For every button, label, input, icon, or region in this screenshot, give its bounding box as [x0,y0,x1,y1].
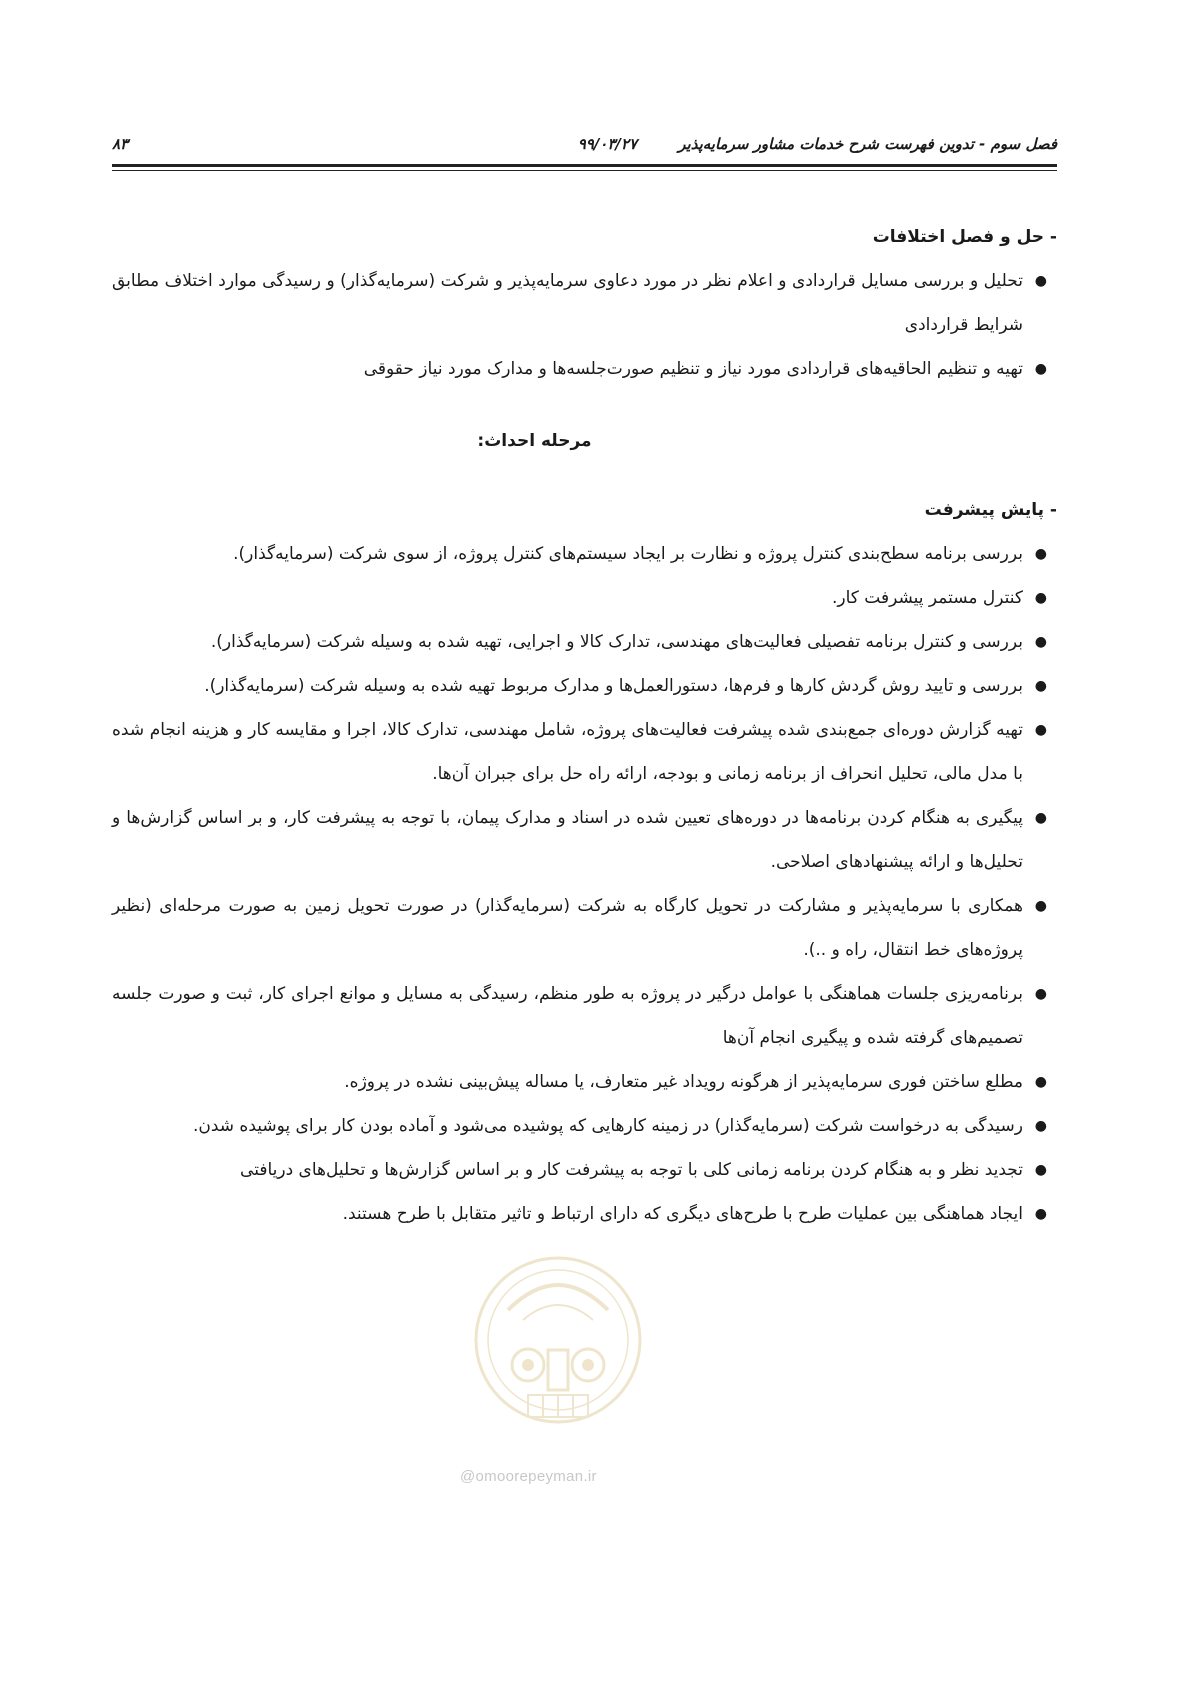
bullet-icon: ● [1034,590,1047,606]
bullet-icon: ● [1034,898,1047,914]
bullet-icon: ● [1034,634,1047,650]
list-item: ● مطلع ساختن فوری سرمایه‌پذیر از هرگونه رویداد غیر متعارف، یا مساله پیش‌بینی نشده در پروژه. [112,1060,1057,1104]
list-item: ● برنامه‌ریزی جلسات هماهنگی با عوامل درگیر در پروژه به طور منظم، رسیدگی به مسایل و موانع اجرای کار، ثبت و صورت جلسه تصمیم‌های گرفته شده و پیگیری انجام آن‌ها [112,972,1057,1060]
bullet-icon: ● [1034,1074,1047,1090]
bullet-icon: ● [1034,273,1047,289]
document-body [112,215,1057,1236]
bullet-icon: ● [1034,1118,1047,1134]
bullet-icon: ● [1034,678,1047,694]
bullet-icon: ● [1034,1162,1047,1178]
list-item: ● ایجاد هماهنگی بین عملیات طرح با طرح‌های دیگری که دارای ارتباط و تاثیر متقابل با طرح هستند. [112,1192,1057,1236]
bullet-icon: ● [1034,810,1047,826]
bullet-icon: ● [1034,722,1047,738]
list-item: ● بررسی و تایید روش گردش کارها و فرم‌ها، دستورالعمل‌ها و مدارک مربوط تهیه شده به وسیله شرکت (سرمایه‌گذار). [112,664,1057,708]
list-item: ● بررسی و کنترل برنامه تفصیلی فعالیت‌های مهندسی، تدارک کالا و اجرایی، تهیه شده به وسیله شرکت (سرمایه‌گذار). [112,620,1057,664]
list-item: ● همکاری با سرمایه‌پذیر و مشارکت در تحویل کارگاه به شرکت (سرمایه‌گذار) در صورت تحویل زمین به صورت مرحله‌ای (نظیر پروژه‌های خط انتقال، راه و ..). [112,884,1057,972]
list-item: ● رسیدگی به درخواست شرکت (سرمایه‌گذار) در زمینه کارهایی که پوشیده می‌شود و آماده بودن کار برای پوشیده شدن. [112,1104,1057,1148]
page-header [112,130,1057,158]
section-heading-progress: - پایش پیشرفت [924,500,1057,520]
chapter-title: فصل سوم - تدوین فهرست شرح خدمات مشاور سرمایه‌پذیر [678,135,1057,153]
progress-list [112,532,1057,1236]
list-item: ● پیگیری به هنگام کردن برنامه‌ها در دوره‌های تعیین شده در اسناد و مدارک پیمان، با توجه به پیشرفت کار، و بر اساس گزارش‌ها و تحلیل‌ها و ارائه پیشنهادهای اصلاحی. [112,796,1057,884]
header-date: ۹۹/۰۳/۲۷ [577,135,637,153]
header-rule-thick [112,164,1057,167]
stage-heading: مرحله احداث: [477,431,592,451]
list-item: ● کنترل مستمر پیشرفت کار. [112,576,1057,620]
seal-watermark-icon [468,1240,648,1440]
header-rule-thin [112,170,1057,171]
list-item: ● تجدید نظر و به هنگام کردن برنامه زمانی کلی با توجه به پیشرفت کار و بر اساس گزارش‌ها و تحلیل‌های دریافتی [112,1148,1057,1192]
section-heading-dispute: - حل و فصل اختلافات [872,227,1057,247]
dispute-list [112,259,1057,391]
bullet-icon: ● [1034,361,1047,377]
list-item: ● بررسی برنامه سطح‌بندی کنترل پروژه و نظارت بر ایجاد سیستم‌های کنترل پروژه، از سوی شرکت (سرمایه‌گذار). [112,532,1057,576]
page-number: ۸۳ [112,135,129,153]
list-item: ● تهیه گزارش دوره‌ای جمع‌بندی شده پیشرفت فعالیت‌های پروژه، شامل مهندسی، تدارک کالا، اجرا و مقایسه کار و هزینه انجام شده با مدل مالی، تحلیل انحراف از برنامه زمانی و بودجه، ارائه راه حل برای جبران آن‌ها. [112,708,1057,796]
list-item: ● تحلیل و بررسی مسایل قراردادی و اعلام نظر در مورد دعاوی سرمایه‌پذیر و شرکت (سرمایه‌گذار) و رسیدگی موارد اختلاف مطابق شرایط قراردادی [112,259,1057,347]
bullet-icon: ● [1034,986,1047,1002]
bullet-icon: ● [1034,546,1047,562]
bullet-icon: ● [1034,1206,1047,1222]
list-item: ● تهیه و تنظیم الحاقیه‌های قراردادی مورد نیاز و تنظیم صورت‌جلسه‌ها و مدارک مورد نیاز حقوقی [112,347,1057,391]
website-watermark: @omoorepeyman.ir [460,1468,597,1485]
